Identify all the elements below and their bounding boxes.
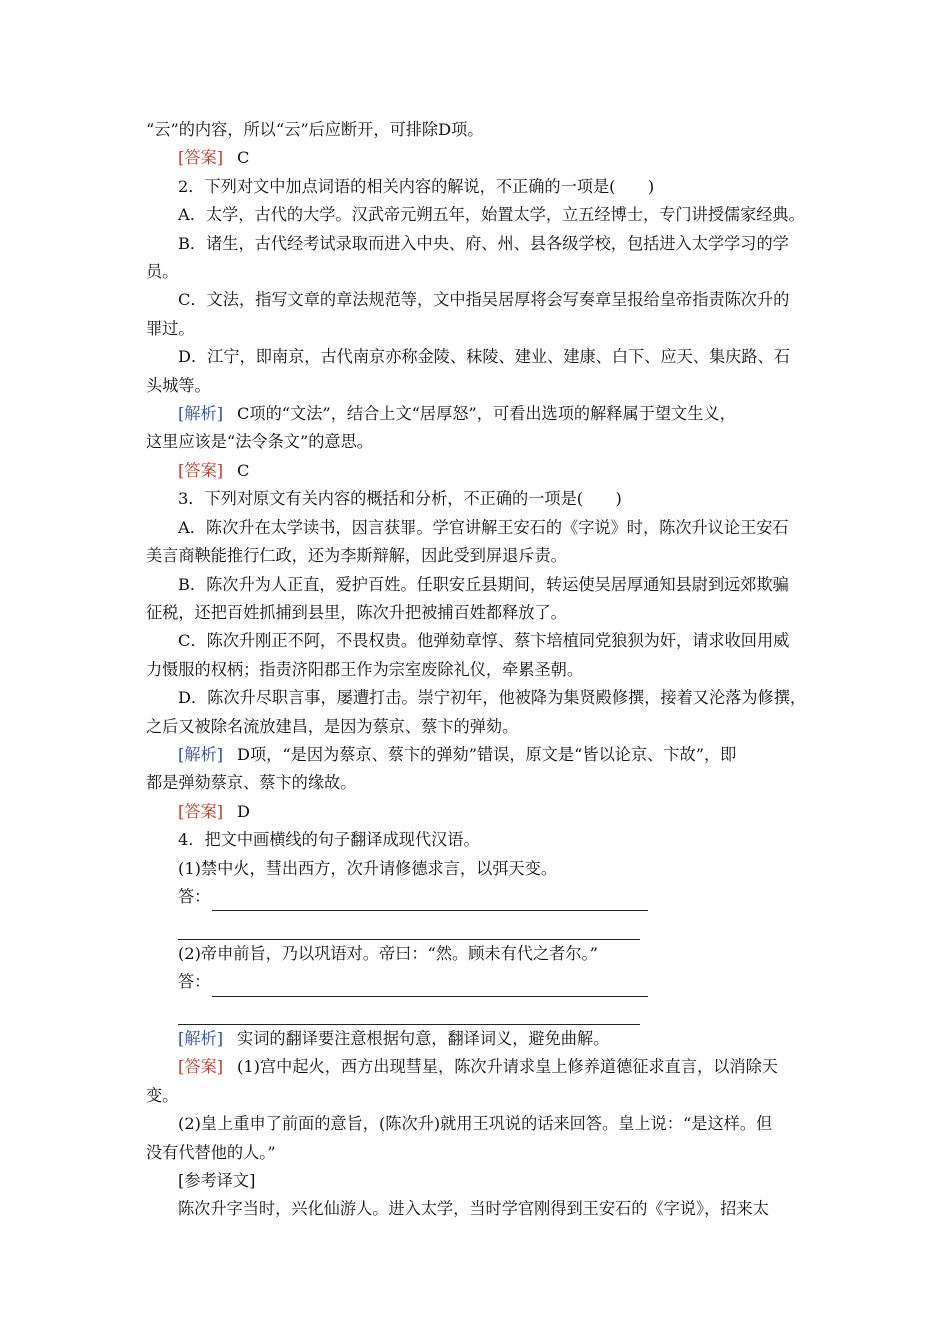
answer-value: D: [237, 801, 250, 821]
analysis-tag: [解析]: [178, 404, 224, 424]
answer-tag: [答案]: [178, 801, 224, 821]
answer-tag: [答案]: [178, 1057, 224, 1077]
answer-tag: [答案]: [178, 460, 224, 480]
option-2d-cont: 头城等。: [146, 375, 211, 395]
answer-2: (2)皇上重申了前面的意旨，(陈次升)就用王巩说的话来回答。皇上说：“是这样。但: [178, 1114, 773, 1134]
option-2a: A．太学，古代的大学。汉武帝元朔五年，始置太学，立五经博士，专门讲授儒家经典。: [178, 205, 805, 225]
analysis-cont: 这里应该是“法令条文”的意思。: [146, 432, 373, 452]
analysis-text: D项，“是因为蔡京、蔡卞的弹劾”错误，原文是“皆以论京、卞故”，即: [237, 744, 737, 764]
question-2: 2．下列对文中加点词语的相关内容的解说，不正确的一项是( ): [178, 176, 655, 196]
answer-blank-row: [146, 997, 816, 1025]
analysis-line: [146, 1025, 816, 1053]
answer-value: C: [237, 460, 250, 480]
answer-blank-line[interactable]: [178, 919, 640, 940]
analysis-line: [146, 741, 816, 769]
answer-line: [146, 1053, 816, 1081]
answer-line: [146, 798, 816, 826]
answer-label: 答：: [178, 972, 211, 992]
option-3a: A．陈次升在太学读书，因言获罪。学官讲解王安石的《字说》时，陈次升议论王安石: [178, 517, 789, 537]
answer-value: C: [237, 148, 250, 168]
option-3b-cont: 征税，还把百姓抓捕到县里，陈次升把被捕百姓都释放了。: [146, 602, 567, 622]
answer-line: [146, 457, 816, 485]
sentence-2: (2)帝申前旨，乃以巩语对。帝曰：“然。顾未有代之者尔。”: [178, 943, 598, 963]
answer-blank-row: [146, 883, 816, 911]
analysis-text: C项的“文法”，结合上文“居厚怒”，可看出选项的解释属于望文生义，: [237, 404, 736, 424]
answer-blank-line[interactable]: [212, 890, 648, 911]
document-page: [146, 116, 816, 1224]
option-2b-cont: 员。: [146, 262, 179, 282]
reference-title: [参考译文]: [178, 1170, 256, 1190]
analysis-cont: 都是弹劾蔡京、蔡卞的缘故。: [146, 773, 357, 793]
answer-line: [146, 144, 816, 172]
answer-value: (1)宫中起火，西方出现彗星，陈次升请求皇上修养道德征求直言，以消除天: [237, 1057, 778, 1077]
option-3d-cont: 之后又被除名流放建昌，是因为蔡京、蔡卞的弹劾。: [146, 716, 519, 736]
analysis-tag: [解析]: [178, 744, 224, 764]
answer-blank-row: [146, 968, 816, 996]
answer-label: 答：: [178, 886, 211, 906]
answer-blank-line[interactable]: [178, 1004, 640, 1025]
reference-text: 陈次升字当时，兴化仙游人。进入太学，当时学官刚得到王安石的《字说》，招来太: [178, 1199, 769, 1219]
answer-2-cont: 没有代替他的人。”: [146, 1142, 276, 1162]
option-3a-cont: 美言商鞅能推行仁政，还为李斯辩解，因此受到屏退斥责。: [146, 546, 567, 566]
analysis-tag: [解析]: [178, 1028, 224, 1048]
analysis-line: [146, 400, 816, 428]
option-2c-cont: 罪过。: [146, 318, 195, 338]
option-3d: D．陈次升尽职言事，屡遭打击。崇宁初年，他被降为集贤殿修撰，接着又沦落为修撰，: [178, 688, 807, 708]
answer-cont: 变。: [146, 1085, 179, 1105]
answer-blank-row: [146, 911, 816, 939]
question-3: 3．下列对原文有关内容的概括和分析，不正确的一项是( ): [178, 489, 622, 509]
text-line: “云”的内容，所以“云”后应断开，可排除D项。: [146, 120, 484, 139]
option-2b: B．诸生，古代经考试录取而进入中央、府、州、县各级学校，包括进入太学学习的学: [178, 233, 789, 253]
sentence-1: (1)禁中火，彗出西方，次升请修德求言，以弭天变。: [178, 858, 558, 878]
question-4: 4．把文中画横线的句子翻译成现代汉语。: [178, 830, 480, 850]
option-3b: B．陈次升为人正直，爱护百姓。任职安丘县期间，转运使吴居厚通知县尉到远郊欺骗: [178, 574, 789, 594]
option-3c-cont: 力慑服的权柄；指责济阳郡王作为宗室废除礼仪，牵累圣朝。: [146, 659, 584, 679]
answer-tag: [答案]: [178, 148, 224, 168]
analysis-text: 实词的翻译要注意根据句意，翻译词义，避免曲解。: [237, 1028, 610, 1048]
option-3c: C．陈次升刚正不阿，不畏权贵。他弹劾章惇、蔡卞培植同党狼狈为奸，请求收回用威: [178, 631, 790, 651]
option-2d: D．江宁，即南京，古代南京亦称金陵、秣陵、建业、建康、白下、应天、集庆路、石: [178, 347, 790, 367]
option-2c: C．文法，指写文章的章法规范等，文中指吴居厚将会写奏章呈报给皇帝指责陈次升的: [178, 290, 790, 310]
answer-blank-line[interactable]: [212, 976, 648, 997]
